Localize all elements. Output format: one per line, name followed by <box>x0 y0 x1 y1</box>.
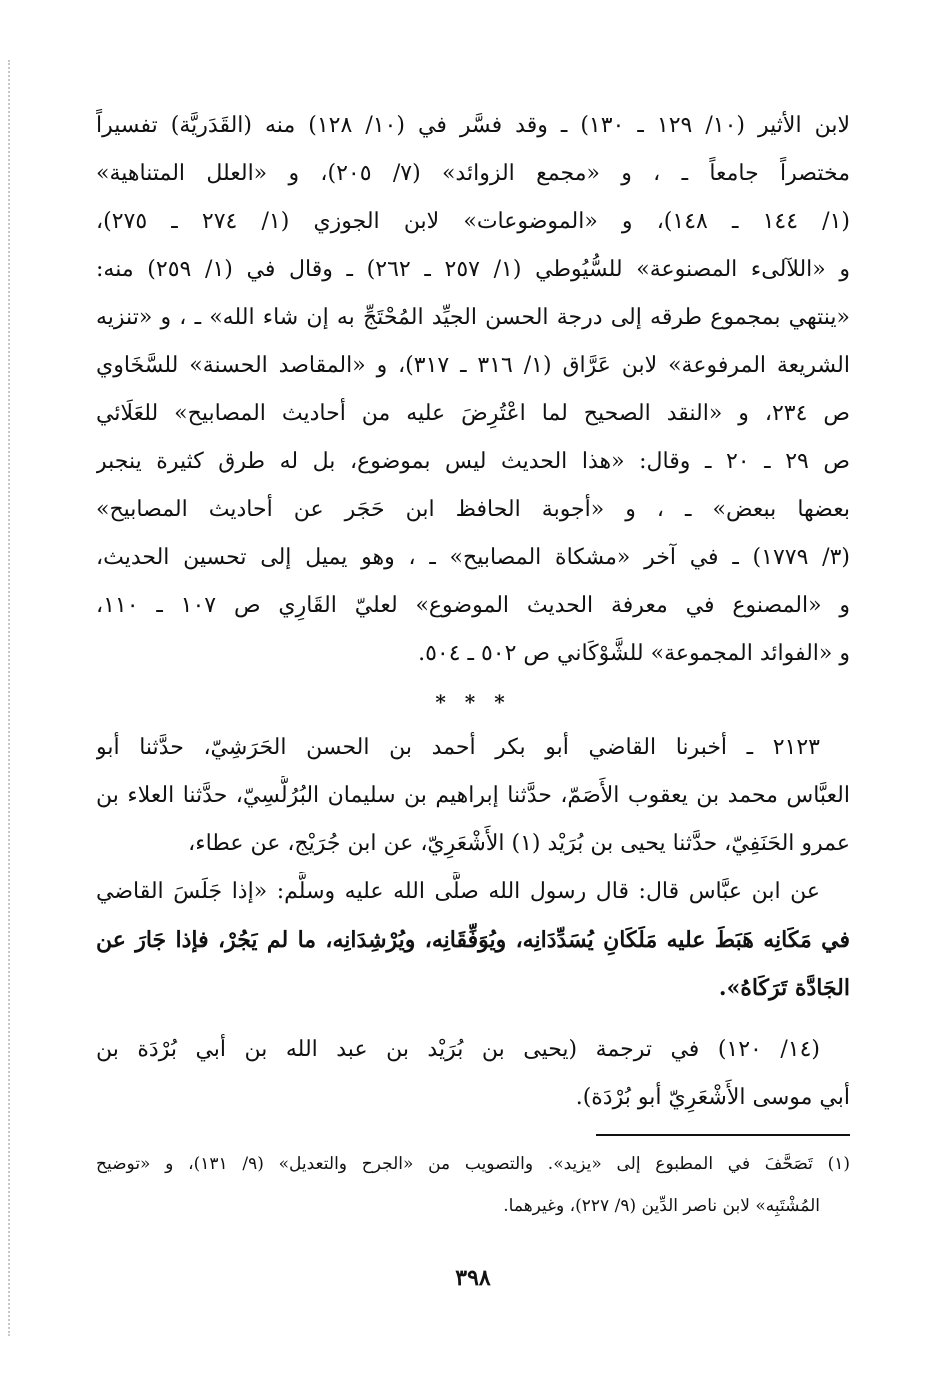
hadith-chain-line: ٢١٢٣ ـ أخبرنا القاضي أبو بكر أحمد بن الحسن الحَرَشِيّ، حدَّثنا أبو <box>96 735 820 760</box>
hadith-text-line: عن ابن عبَّاس قال: قال رسول الله صلَّى الله عليه وسلَّم: «إذا جَلَسَ القاضي <box>96 879 820 904</box>
hadith-text-line: في مَكَانِه هَبَطَ عليه مَلَكَانِ يُسَدِّدَانِه، ويُوَفِّقَانِه، ويُرْشِدَانِه، ما لم يَجُرْ، فإذا جَارَ عن <box>96 927 850 953</box>
footnote-rule <box>596 1134 850 1136</box>
commentary-line: الشريعة المرفوعة» لابن عَرَّاق (١/ ٣١٦ ـ ٣١٧)، و «المقاصد الحسنة» للسَّخَاوي <box>96 353 850 378</box>
hadith-text-line: الجَادَّة تَرَكَاهُ». <box>718 975 850 1001</box>
commentary-line: و «المصنوع في معرفة الحديث الموضوع» لعليّ القَارِي ص ١٠٧ ـ ١١٠، <box>96 593 850 618</box>
commentary-line: (٣/ ١٧٧٩) ـ في آخر «مشكاة المصابيح» ـ ، وهو يميل إلى تحسين الحديث، <box>96 545 850 570</box>
reference-line: (١٤/ ١٢٠) في ترجمة (يحيى بن بُرَيْد بن عبد الله بن أبي بُرْدَة بن <box>96 1037 820 1062</box>
commentary-line: بعضها ببعض» ـ ، و «أجوبة الحافظ ابن حَجَر عن أحاديث المصابيح» <box>96 497 850 522</box>
page-number: ٣٩٨ <box>455 1265 491 1291</box>
commentary-line: (١/ ١٤٤ ـ ١٤٨)، و «الموضوعات» لابن الجوزي (١/ ٢٧٤ ـ ٢٧٥)، <box>96 209 850 234</box>
commentary-line: ص ٢٣٤، و «النقد الصحيح لما اعْتُرِضَ عليه من أحاديث المصابيح» للعَلَائي <box>96 401 850 426</box>
commentary-line: و «الفوائد المجموعة» للشَّوْكَاني ص ٥٠٢ ـ ٥٠٤. <box>418 641 850 666</box>
footnote-line: (١) تَصَحَّفَ في المطبوع إلى «يزيد». والتصويب من «الجرح والتعديل» (٩/ ١٣١)، و «توضيح <box>96 1154 850 1174</box>
commentary-line: و «اللآلىء المصنوعة» للسُّيُوطي (١/ ٢٥٧ ـ ٢٦٢) ـ وقال في (١/ ٢٥٩) منه: <box>96 257 850 282</box>
commentary-line: ص ٢٩ ـ ٢٠ ـ وقال: «هذا الحديث ليس بموضوع، بل له طرق كثيرة ينجبر <box>96 449 850 474</box>
hadith-chain-line: العبَّاس محمد بن يعقوب الأَصَمّ، حدَّثنا إبراهيم بن سليمان البُرُلُّسِيّ، حدَّثنا العلاء بن <box>96 783 850 808</box>
commentary-line: «ينتهي بمجموع طرقه إلى درجة الحسن الجيِّد المُحْتَجِّ به إن شاء الله» ـ ، و «تنزيه <box>96 305 850 330</box>
footnote-line: المُشْتَبِه» لابن ناصر الدِّين (٩/ ٢٢٧)، وغيرهما. <box>503 1196 820 1216</box>
hadith-chain-line: عمرو الحَنَفِيّ، حدَّثنا يحيى بن بُرَيْد (١) الأَشْعَرِيّ، عن ابن جُرَيْج، عن عطاء، <box>188 831 850 856</box>
commentary-line: لابن الأثير (١٠/ ١٢٩ ـ ١٣٠) ـ وقد فسَّر في (١٠/ ١٢٨) منه (القَدَريَّة) تفسيراً <box>96 113 850 138</box>
reference-line: أبي موسى الأَشْعَرِيّ أبو بُرْدَة). <box>575 1085 850 1110</box>
commentary-line: مختصراً جامعاً ـ ، و «مجمع الزوائد» (٧/ ٢٠٥)، و «العلل المتناهية» <box>96 161 850 186</box>
section-separator: * * * <box>435 690 511 714</box>
